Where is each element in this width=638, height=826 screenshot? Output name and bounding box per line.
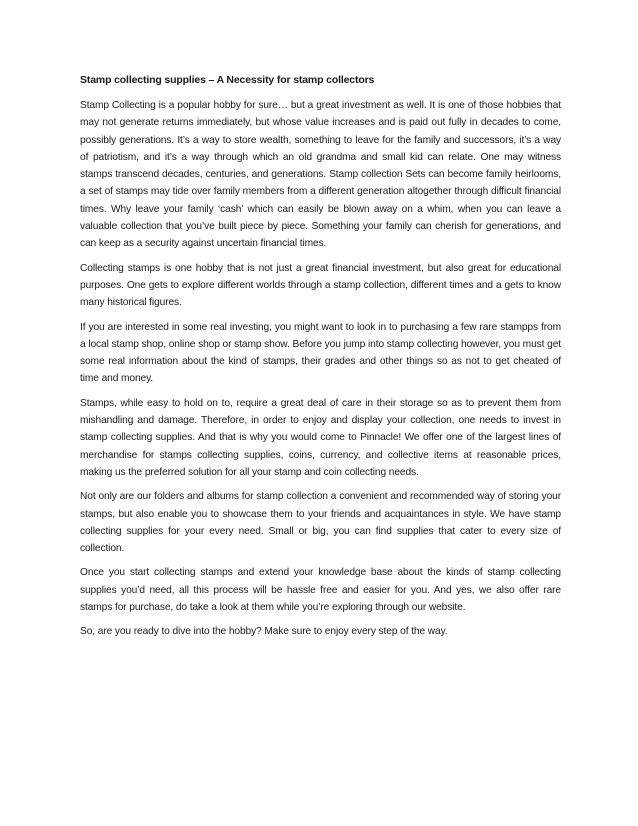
paragraph-6: Once you start collecting stamps and extend your knowledge base about the kinds of stamp collecting supplies you’d need, all this process will be hassle free and easier for you. And yes, we also offer rare stamps for purchase, do take a look at them while you’re exploring through our website. [80,567,561,614]
paragraph-3: If you are interested in some real investing, you might want to look in to purchasing a few rare stampps from a local stamp shop, online shop or stamp show. Before you jump into stamp collecting however, you must get some real information about the kind of stamps, their grades and other things so as not to get cheated of time and money. [80,321,561,385]
paragraph-2: Collecting stamps is one hobby that is not just a great financial investment, but also great for educational purposes. One gets to explore different worlds through a stamp collection, different times and a gets to know many historical figures. [80,262,561,309]
paragraph-4: Stamps, while easy to hold on to, require a great deal of care in their storage so as to prevent them from mishandling and damage. Therefore, in order to enjoy and display your collection, one needs to invest in stamp collecting supplies. And that is why you would come to Pinnacle! We offer one of the largest lines of merchandise for stamps collecting supplies, coins, currency, and collective items at reasonable prices, making us the preferred solution for all your stamp and coin collecting needs. [80,397,561,478]
paragraph-5: Not only are our folders and albums for stamp collection a convenient and recommended way of storing your stamps, but also enable you to showcase them to your friends and acquaintances in style. We have stamp collecting supplies for your every need. Small or big, you can find supplies that cater to every size of collection. [80,491,561,555]
document-title: Stamp collecting supplies – A Necessity for stamp collectors [80,74,375,86]
paragraph-1: Stamp Collecting is a popular hobby for sure… but a great investment as well. It is one of those hobbies that may not generate returns immediately, but whose value increases and is paid out fully in decades to come, possibly generations. It’s a way to store wealth, something to leave for the family and successors, it’s a way of patriotism, and it’s a way through which an old grandma and small kid can relate. One may witness stamps transcend decades, centuries, and generations. Stamp collection Sets can become family heirlooms, a set of stamps may tide over family members from a different generation altogether through difficult financial times. Why leave your family ‘cash’ which can easily be blown away on a whim, when you can leave a valuable collection that you’ve built piece by piece. Something your family can cherish for generations, and can keep as a security against uncertain financial times. [80,100,561,250]
paragraph-7: So, are you ready to dive into the hobby? Make sure to enjoy every step of the way. [80,626,448,638]
